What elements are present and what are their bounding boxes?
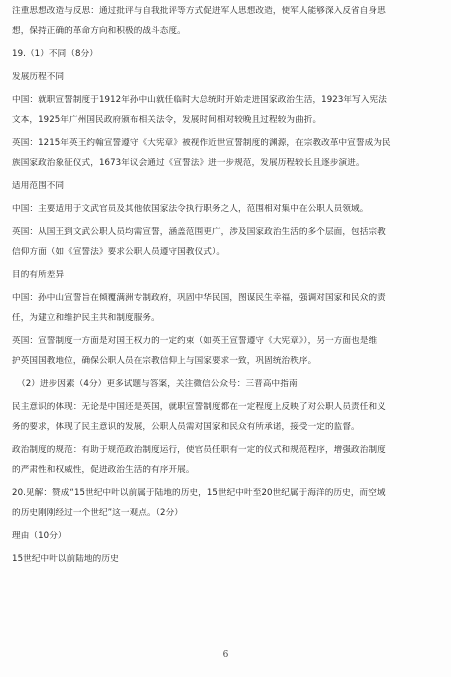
text-line: 务的要求，体现了民主意识的发展，公职人员需对国家和民众有所承诺，接受一定的监督。 — [12, 422, 360, 432]
text-line: 的严肃性和权威性，促进政治生活的有序开展。 — [12, 465, 195, 475]
text-line: 族国家政治象征仪式，1673年议会通过《宣誓法》进一步规范，发展历程较长且逐步演进。 — [12, 158, 365, 168]
question-20-heading: 20.见解：赞成“15世纪中叶以前属于陆地的历史，15世纪中叶至20世纪属于海洋的历史，而空域 — [12, 488, 386, 498]
text-line: 中国：孙中山宣誓旨在倾覆满洲专制政府，巩固中华民国，图谋民生幸福，强调对国家和民众的责 — [12, 293, 386, 303]
text-line: 想，保持正确的革命方向和积极的战斗态度。 — [12, 26, 186, 36]
text-line: 的历史刚刚经过一个世纪”这一观点。（2分） — [12, 508, 184, 518]
section-heading: 15世纪中叶以前陆地的历史 — [12, 554, 119, 564]
text-line: 民主意识的体现：无论是中国还是英国，就职宣誓制度都在一定程度上反映了对公职人员责任和义 — [12, 402, 386, 412]
text-line: 政治制度的规范：有助于规范政治制度运行，使官员任职有一定的仪式和规范程序，增强政治制度 — [12, 445, 386, 455]
section-heading: 发展历程不同 — [12, 72, 65, 82]
text-line: 英国：1215年英王约翰宣誓遵守《大宪章》被视作近世宣誓制度的渊源，在宗教改革中宣誓成为民 — [12, 138, 391, 148]
page-number: 6 — [222, 650, 229, 660]
section-heading: 适用范围不同 — [12, 181, 65, 191]
subquestion-heading: （2）进步因素（4分）更多试题与答案，关注微信公众号：三晋高中指南 — [17, 379, 298, 389]
section-heading: 目的有所差异 — [12, 270, 65, 280]
text-line: 任，为建立和维护民主共和制度服务。 — [12, 313, 160, 323]
text-line: 护英国国教地位，确保公职人员在宗教信仰上与国家要求一致，巩固统治秩序。 — [12, 356, 317, 366]
answer-text-body — [12, 6, 440, 565]
text-line: 文本，1925年广州国民政府颁布相关法令，发展时间相对较晚且过程较为曲折。 — [12, 115, 322, 125]
text-line: 中国：主要适用于文武官员及其他依国家法令执行职务之人，范围相对集中在公职人员领域。 — [12, 204, 369, 214]
section-heading: 理由（10分） — [12, 531, 67, 541]
text-line: 信仰方面（如《宣誓法》要求公职人员遵守国教仪式）。 — [12, 247, 226, 257]
text-line: 注重思想改造与反思：通过批评与自我批评等方式促进军人思想改造，使军人能够深入反省自身思 — [12, 6, 386, 16]
text-line: 英国：宣誓制度一方面是对国王权力的一定约束（如英王宣誓遵守《大宪章》），另一方面也是维 — [12, 336, 378, 346]
text-line: 中国：就职宣誓制度于1912年孙中山就任临时大总统时开始走进国家政治生活，1923年写入宪法 — [12, 95, 387, 105]
question-19-heading: 19.（1）不同（8分） — [12, 49, 98, 59]
text-line: 英国：从国王到文武公职人员均需宣誓，涵盖范围更广，涉及国家政治生活的多个层面，包括宗教 — [12, 227, 386, 237]
